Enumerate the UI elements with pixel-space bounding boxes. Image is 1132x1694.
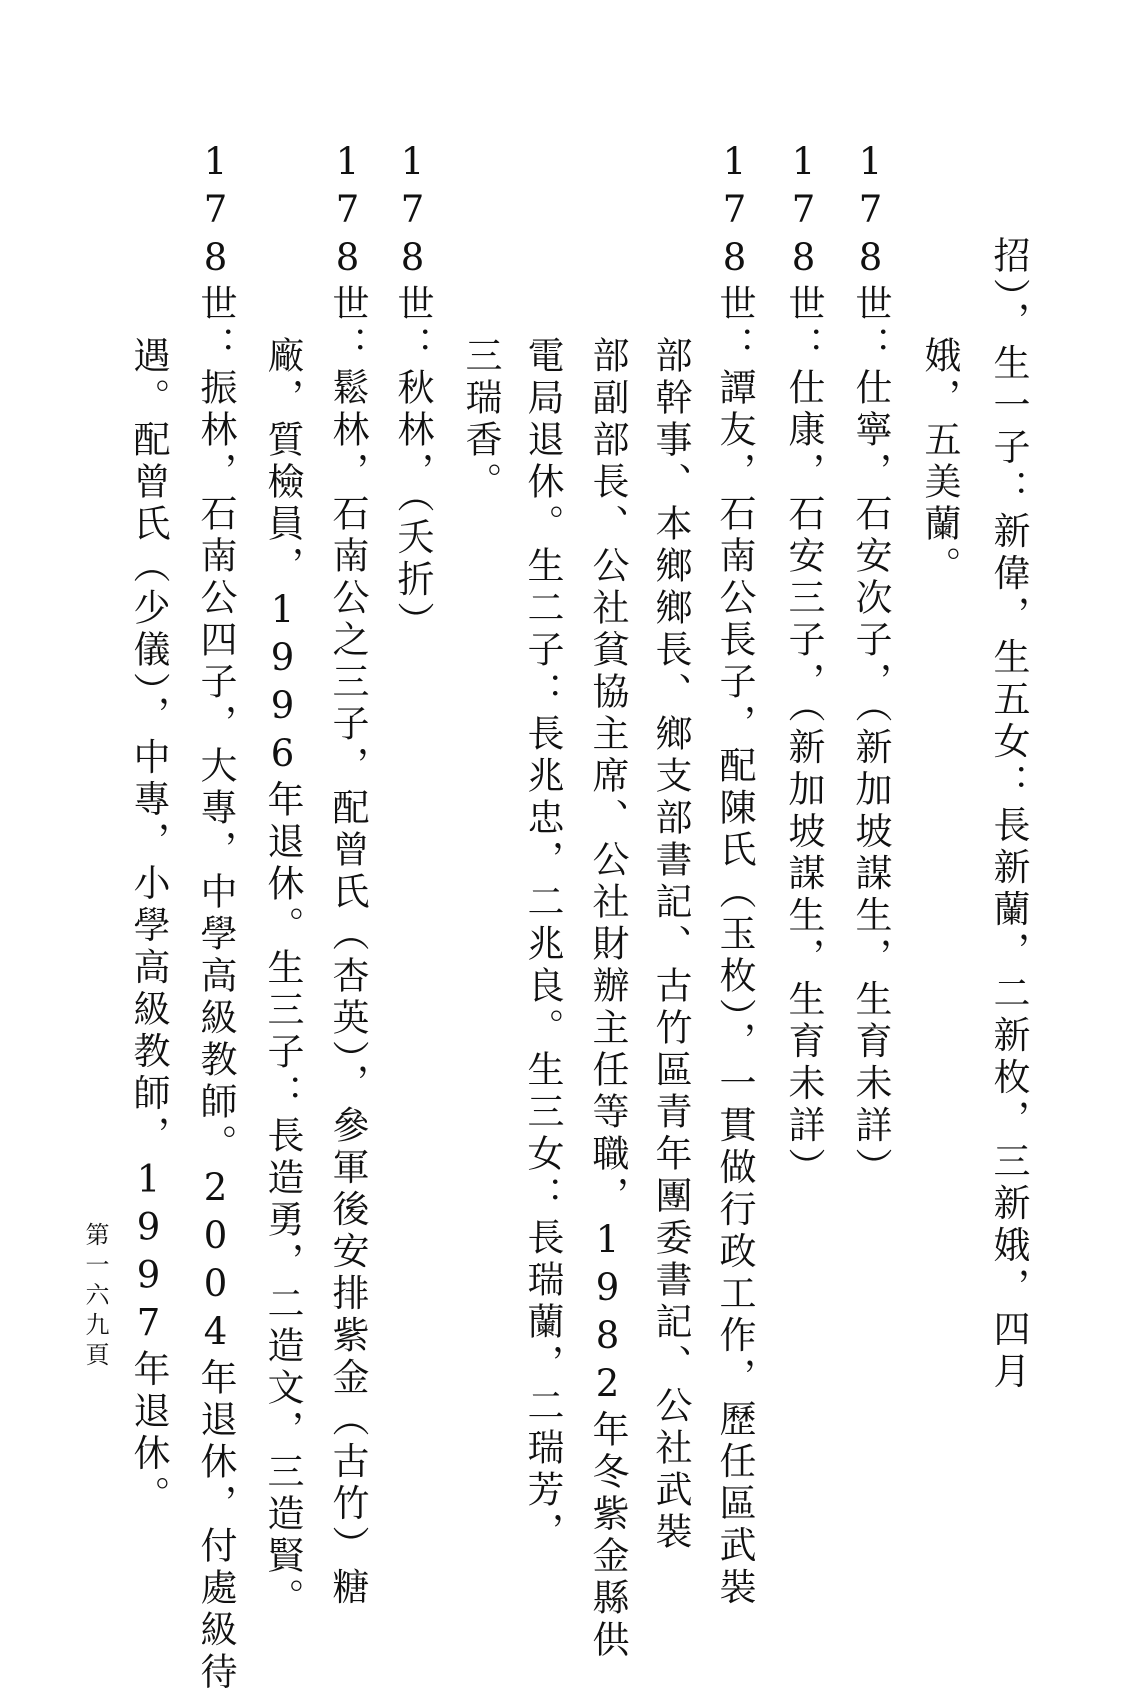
text-column-6: 部幹事、本鄉鄉長、鄉支部書記、古竹區青年團委書記、公社武裝 xyxy=(649,336,692,1554)
text-column-1: 招），生一子：新偉，生五女：長新蘭，二新枚，三新娥，四月 xyxy=(987,236,1030,1394)
text-column-2: 娥，五美蘭。 xyxy=(918,336,961,588)
text-column-13: 178世：振林，石南公四子，大專，中學高級教師。2004年退休，付處級待 xyxy=(194,140,237,1694)
text-column-8: 電局退休。生二子：長兆忠，二兆良。生三女：長瑞蘭，二瑞芳， xyxy=(521,336,564,1554)
text-column-12: 廠，質檢員，1996年退休。生三子：長造勇，二造文，三造賢。 xyxy=(261,336,304,1620)
text-column-7: 部副部長、公社貧協主席、公社財辦主任等職，1982年冬紫金縣供 xyxy=(586,336,629,1662)
text-column-11: 178世：鬆林，石南公之三子，配曾氏（杏英），參軍後安排紫金（古竹）糖 xyxy=(326,140,369,1610)
page-number: 第一六九頁 xyxy=(81,1222,109,1372)
text-column-4: 178世：仕康，石安三子，（新加坡謀生，生育未詳） xyxy=(782,140,825,1190)
text-column-14: 遇。配曾氏（少儀），中專，小學高級教師，1997年退休。 xyxy=(127,336,170,1518)
text-column-5: 178世：譚友，石南公長子，配陳氏（玉枚），一貫做行政工作，歷任區武裝 xyxy=(713,140,756,1610)
text-column-3: 178世：仕寧，石安次子，（新加坡謀生，生育未詳） xyxy=(849,140,892,1190)
text-column-10: 178世：秋林，（夭折） xyxy=(391,140,434,644)
text-column-9: 三瑞香。 xyxy=(459,336,502,504)
